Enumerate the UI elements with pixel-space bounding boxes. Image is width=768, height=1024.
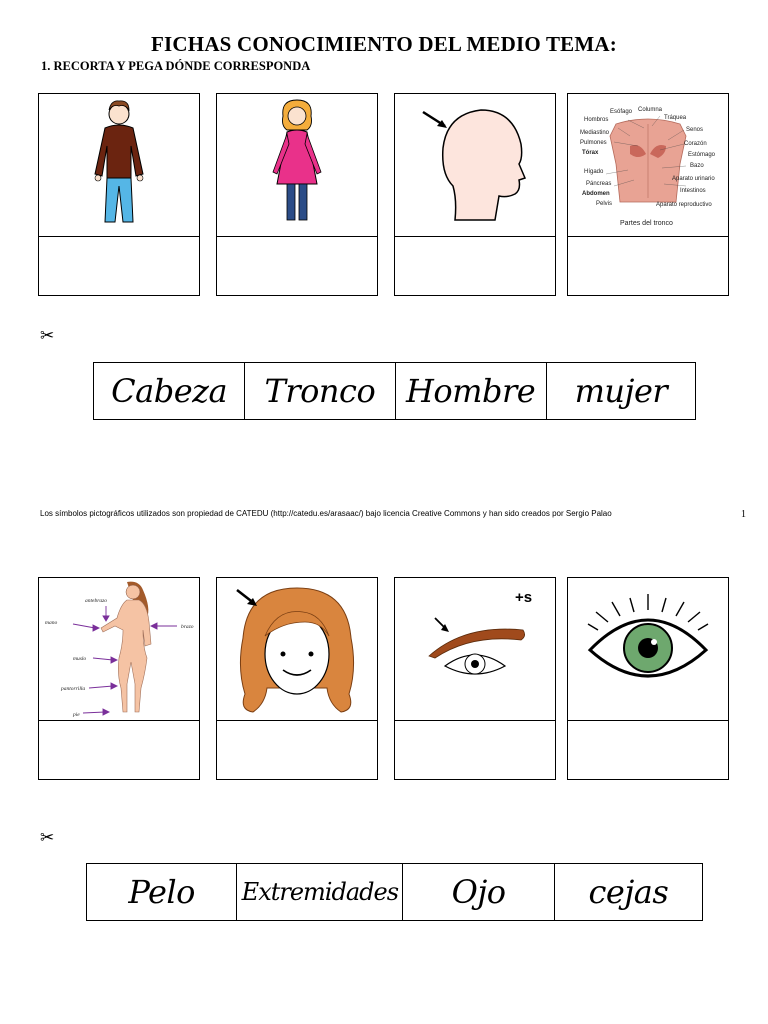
page-title: FICHAS CONOCIMIENTO DEL MEDIO TEMA: — [151, 32, 617, 56]
torso-anatomy-image — [568, 94, 728, 237]
torso-label: Tórax — [582, 150, 599, 156]
body-label: mano — [45, 620, 58, 626]
body-label: pantorrilla — [61, 686, 86, 692]
word-strip-2 — [86, 863, 703, 921]
scissors-icon: ✂ — [40, 828, 55, 848]
card-eyebrows — [394, 577, 556, 780]
torso-label: Abdomen — [582, 191, 610, 197]
body-label: brazo — [181, 624, 194, 630]
scissors-icon: ✂ — [40, 326, 55, 346]
torso-label: Senos — [686, 127, 704, 133]
torso-label: Pelvis — [596, 201, 613, 207]
plural-badge: +s — [515, 589, 533, 606]
torso-label: Tráquea — [664, 115, 687, 121]
word-card[interactable]: Cabeza — [94, 363, 245, 419]
hair-pictogram — [217, 578, 377, 721]
page-number: 1 — [741, 509, 746, 520]
word-strip-1 — [93, 362, 696, 420]
torso-label: Pulmones — [580, 140, 607, 146]
word-card[interactable]: Ojo — [403, 864, 554, 920]
torso-label: Aparato urinario — [672, 176, 715, 182]
torso-label: Mediastino — [580, 130, 610, 136]
word-card[interactable]: Pelo — [87, 864, 237, 920]
card-hair — [216, 577, 378, 780]
body-label: muslo — [73, 656, 87, 662]
card-woman — [216, 93, 378, 296]
eye-pictogram — [568, 578, 728, 721]
torso-label: Hombros — [584, 117, 609, 123]
word-card[interactable]: Extremidades — [237, 864, 403, 920]
torso-label: Bazo — [690, 163, 704, 169]
man-pictogram — [39, 94, 199, 237]
torso-label: Intestinos — [680, 188, 706, 194]
torso-label: Columna — [638, 107, 663, 113]
woman-pictogram — [217, 94, 377, 237]
torso-label: Corazón — [684, 141, 707, 147]
torso-caption: Partes del tronco — [620, 220, 673, 227]
card-man — [38, 93, 200, 296]
word-card[interactable]: mujer — [574, 372, 668, 410]
head-profile-pictogram — [395, 94, 555, 237]
card-body — [38, 577, 200, 780]
torso-label: Aparato reproductivo — [656, 202, 712, 208]
torso-label: Estómago — [688, 152, 716, 158]
instruction: 1. RECORTA Y PEGA DÓNDE CORRESPONDA — [41, 59, 311, 73]
card-head — [394, 93, 556, 296]
torso-label: Páncreas — [586, 181, 612, 187]
torso-label: Hígado — [584, 169, 604, 175]
word-card[interactable]: Tronco — [245, 363, 395, 419]
card-torso — [567, 93, 729, 296]
body-extremities-image — [39, 578, 199, 721]
card-eye — [567, 577, 729, 780]
torso-label: Esófago — [610, 109, 633, 115]
word-card[interactable]: cejas — [588, 873, 669, 911]
body-label: pie — [73, 712, 80, 718]
eyebrows-pictogram — [395, 578, 555, 721]
word-card[interactable]: Hombre — [396, 363, 547, 419]
footer-credit: Los símbolos pictográficos utilizados son propiedad de CATEDU (http://catedu.es/arasaac/) bajo licencia Creative Commons y han sido creados por Sergio Palao — [40, 509, 612, 518]
body-label: antebrazo — [85, 598, 107, 604]
